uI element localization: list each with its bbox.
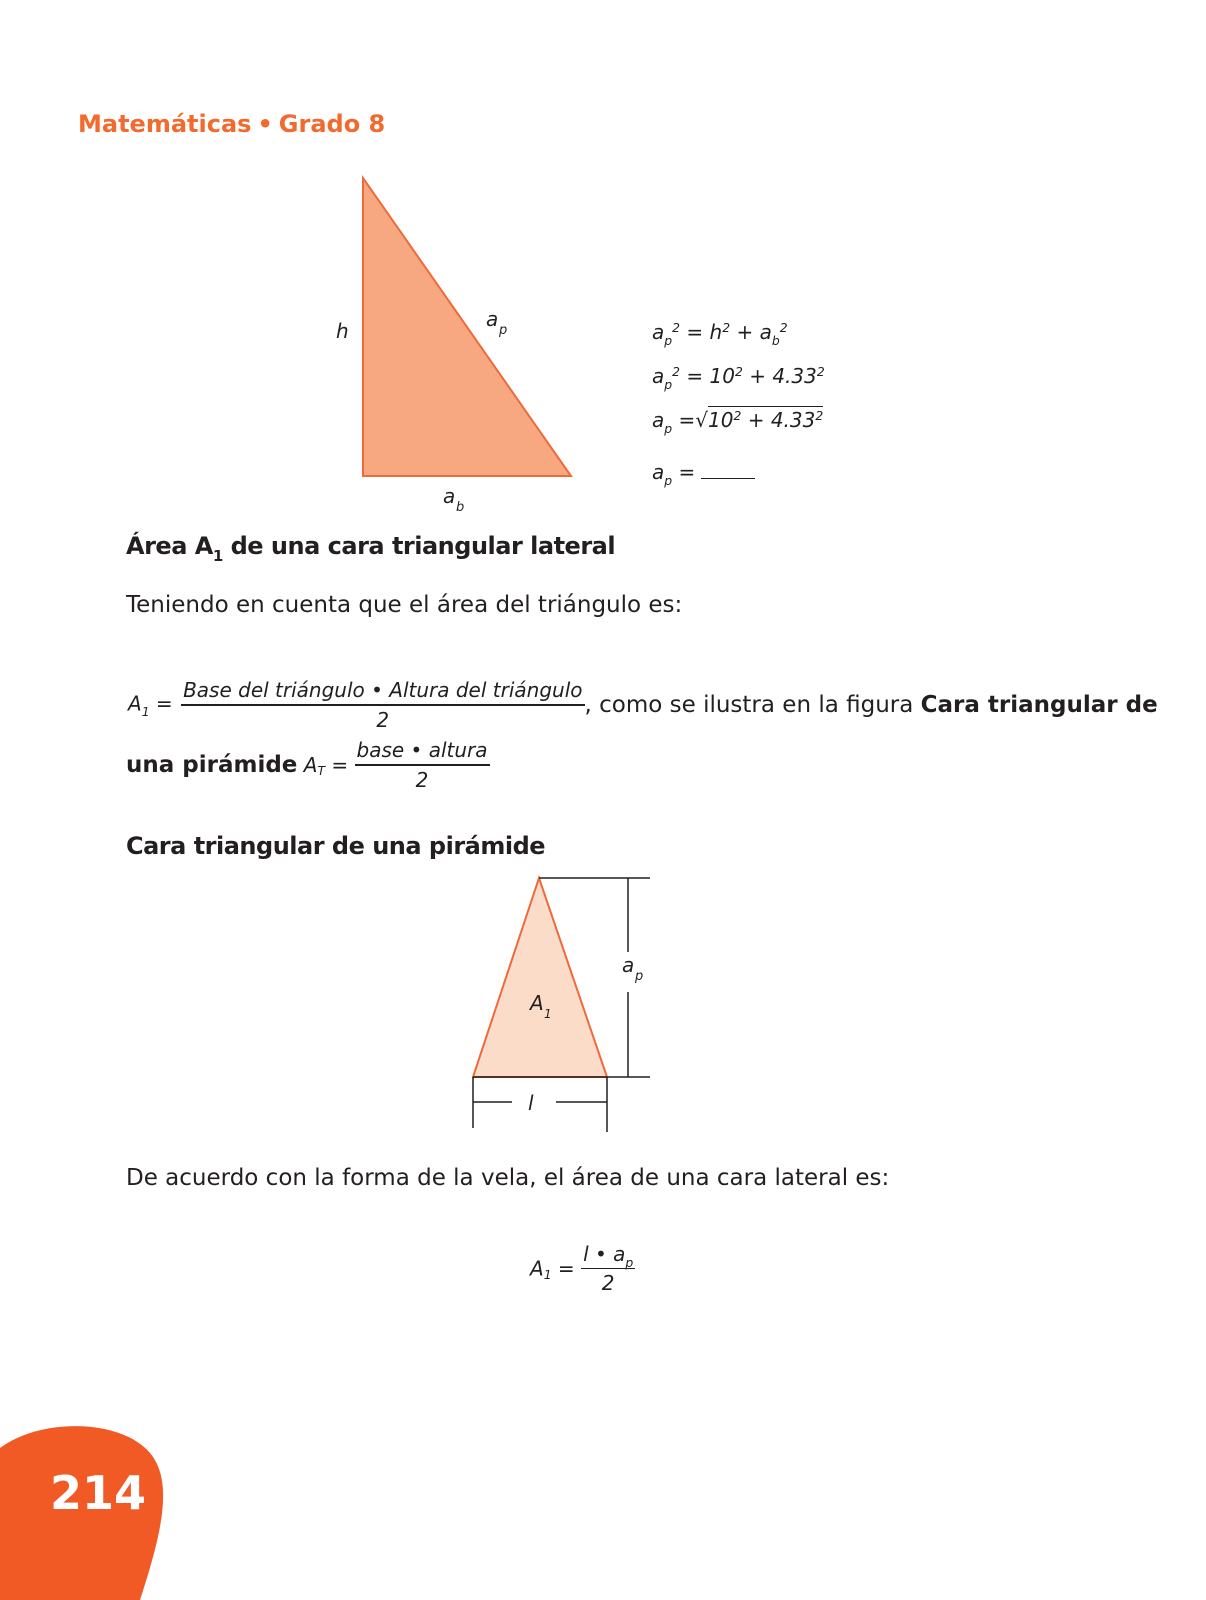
label-ab: a: [443, 484, 456, 508]
area-formula-1: $A_1$ = $\frac{\text{Base del triángulo • Altura del triángulo}}{2}$ , como se ilustra en la figura Cara triangular de: [128, 678, 1158, 732]
label-ap-face-sub: p: [635, 969, 644, 984]
pyramid-face-figure: [460, 870, 660, 1140]
label-h: h: [336, 319, 349, 343]
page-number: 214: [50, 1466, 147, 1520]
pyramid-face-shape: [473, 878, 607, 1077]
square-root-symbol: √: [695, 408, 709, 432]
label-area-sub: 1: [544, 1007, 552, 1021]
header-separator: •: [257, 110, 273, 138]
section-title-area: Área $A_1$ de una cara triangular lateral: [126, 532, 616, 565]
label-ab-sub: b: [456, 500, 465, 515]
answer-blank: [701, 478, 755, 479]
intro-text: Teniendo en cuenta que el área del triángulo es:: [126, 592, 683, 618]
label-ap: a: [486, 307, 499, 331]
pythagoras-line-3: $a_p =√10^2 + 4.33^2$: [652, 408, 824, 436]
fraction-base-altura-triangulo: $\frac{\text{Base del triángulo • Altura del triángulo}}{2}$: [183, 678, 583, 732]
header-grade: Grado 8: [278, 110, 386, 138]
label-ap-sub: p: [499, 323, 508, 338]
label-area: A: [530, 991, 544, 1015]
sail-area-text: De acuerdo con la forma de la vela, el área de una cara lateral es:: [126, 1165, 890, 1191]
pythagoras-line-1: $a_p^2 = h^2 + a_b^2$: [652, 320, 788, 348]
section-title-face: Cara triangular de una pirámide: [126, 832, 546, 860]
header-subject: Matemáticas: [78, 110, 252, 138]
page-header: [78, 110, 385, 138]
right-triangle-shape: [363, 178, 571, 476]
fraction-base-altura: $\frac{\text{base • altura}}{2}$: [356, 738, 488, 792]
label-l: l: [528, 1091, 534, 1115]
area-formula-final: $A_1$ = $\frac{l • a_p}{2}$: [530, 1242, 634, 1295]
radicand: $10^2 + 4.33^2$: [708, 408, 824, 432]
right-triangle-figure: [320, 170, 620, 520]
pythagoras-line-4: $a_p$ =: [652, 460, 755, 484]
label-ap-face: a: [622, 953, 635, 977]
fraction-l-ap: $\frac{l • a_p}{2}$: [583, 1242, 634, 1295]
pythagoras-line-2: $a_p^2 = 10^2 + 4.33^2$: [652, 364, 825, 392]
area-formula-2: una pirámide $A_T$ = $\frac{\text{base • altura}}{2}$: [126, 738, 488, 792]
